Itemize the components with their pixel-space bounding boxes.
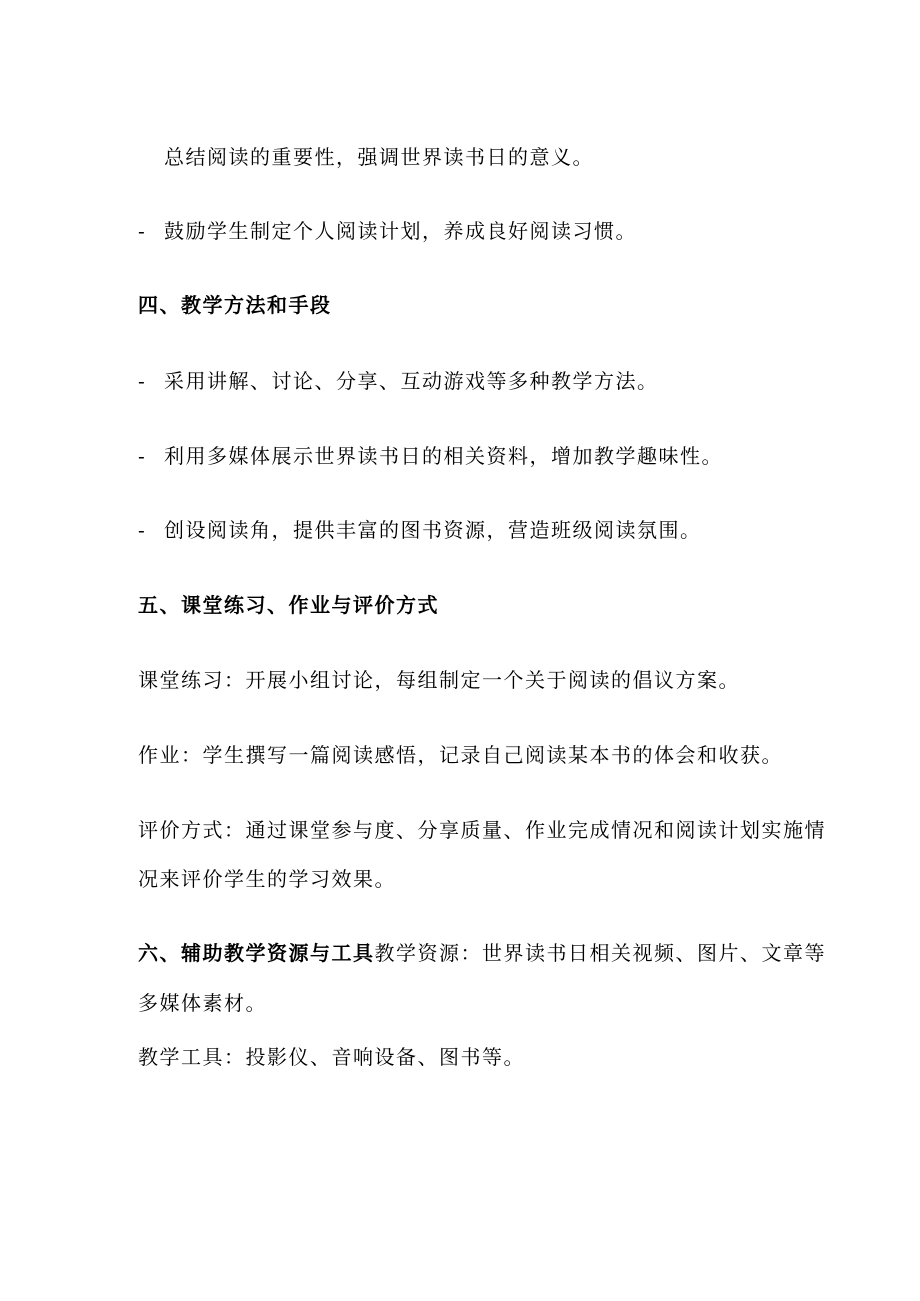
summary-text: 总结阅读的重要性，强调世界读书日的意义。	[164, 145, 594, 169]
evaluation-line-1: 评价方式：通过课堂参与度、分享质量、作业完成情况和阅读计划实施情	[138, 818, 826, 842]
list-dash: -	[138, 518, 147, 542]
section4-heading: 四、教学方法和手段	[138, 293, 332, 317]
list-item-text: 利用多媒体展示世界读书日的相关资料，增加教学趣味性。	[164, 444, 723, 468]
list-item-text: 创设阅读角，提供丰富的图书资源，营造班级阅读氛围。	[164, 518, 702, 542]
list-item	[138, 368, 659, 394]
summary-line	[164, 144, 594, 170]
encourage-line	[138, 218, 637, 244]
section6-line	[138, 940, 826, 966]
list-item	[138, 517, 702, 543]
practice-line: 课堂练习：开展小组讨论，每组制定一个关于阅读的倡议方案。	[138, 668, 740, 692]
list-dash: -	[138, 444, 147, 468]
encourage-text: 鼓励学生制定个人阅读计划，养成良好阅读习惯。	[164, 219, 637, 243]
section6-heading: 六、辅助教学资源与工具	[138, 941, 375, 965]
list-item-text: 采用讲解、讨论、分享、互动游戏等多种教学方法。	[164, 369, 659, 393]
list-item	[138, 443, 723, 469]
evaluation-line-2: 况来评价学生的学习效果。	[138, 867, 396, 891]
resources-line-2: 多媒体素材。	[138, 991, 267, 1015]
section5-heading: 五、课堂练习、作业与评价方式	[138, 593, 439, 617]
resources-text: 教学资源：世界读书日相关视频、图片、文章等	[374, 941, 826, 965]
homework-line: 作业：学生撰写一篇阅读感悟，记录自己阅读某本书的体会和收获。	[138, 743, 783, 767]
list-dash: -	[138, 369, 147, 393]
tools-line: 教学工具：投影仪、音响设备、图书等。	[138, 1045, 525, 1069]
list-dash: -	[138, 219, 147, 243]
